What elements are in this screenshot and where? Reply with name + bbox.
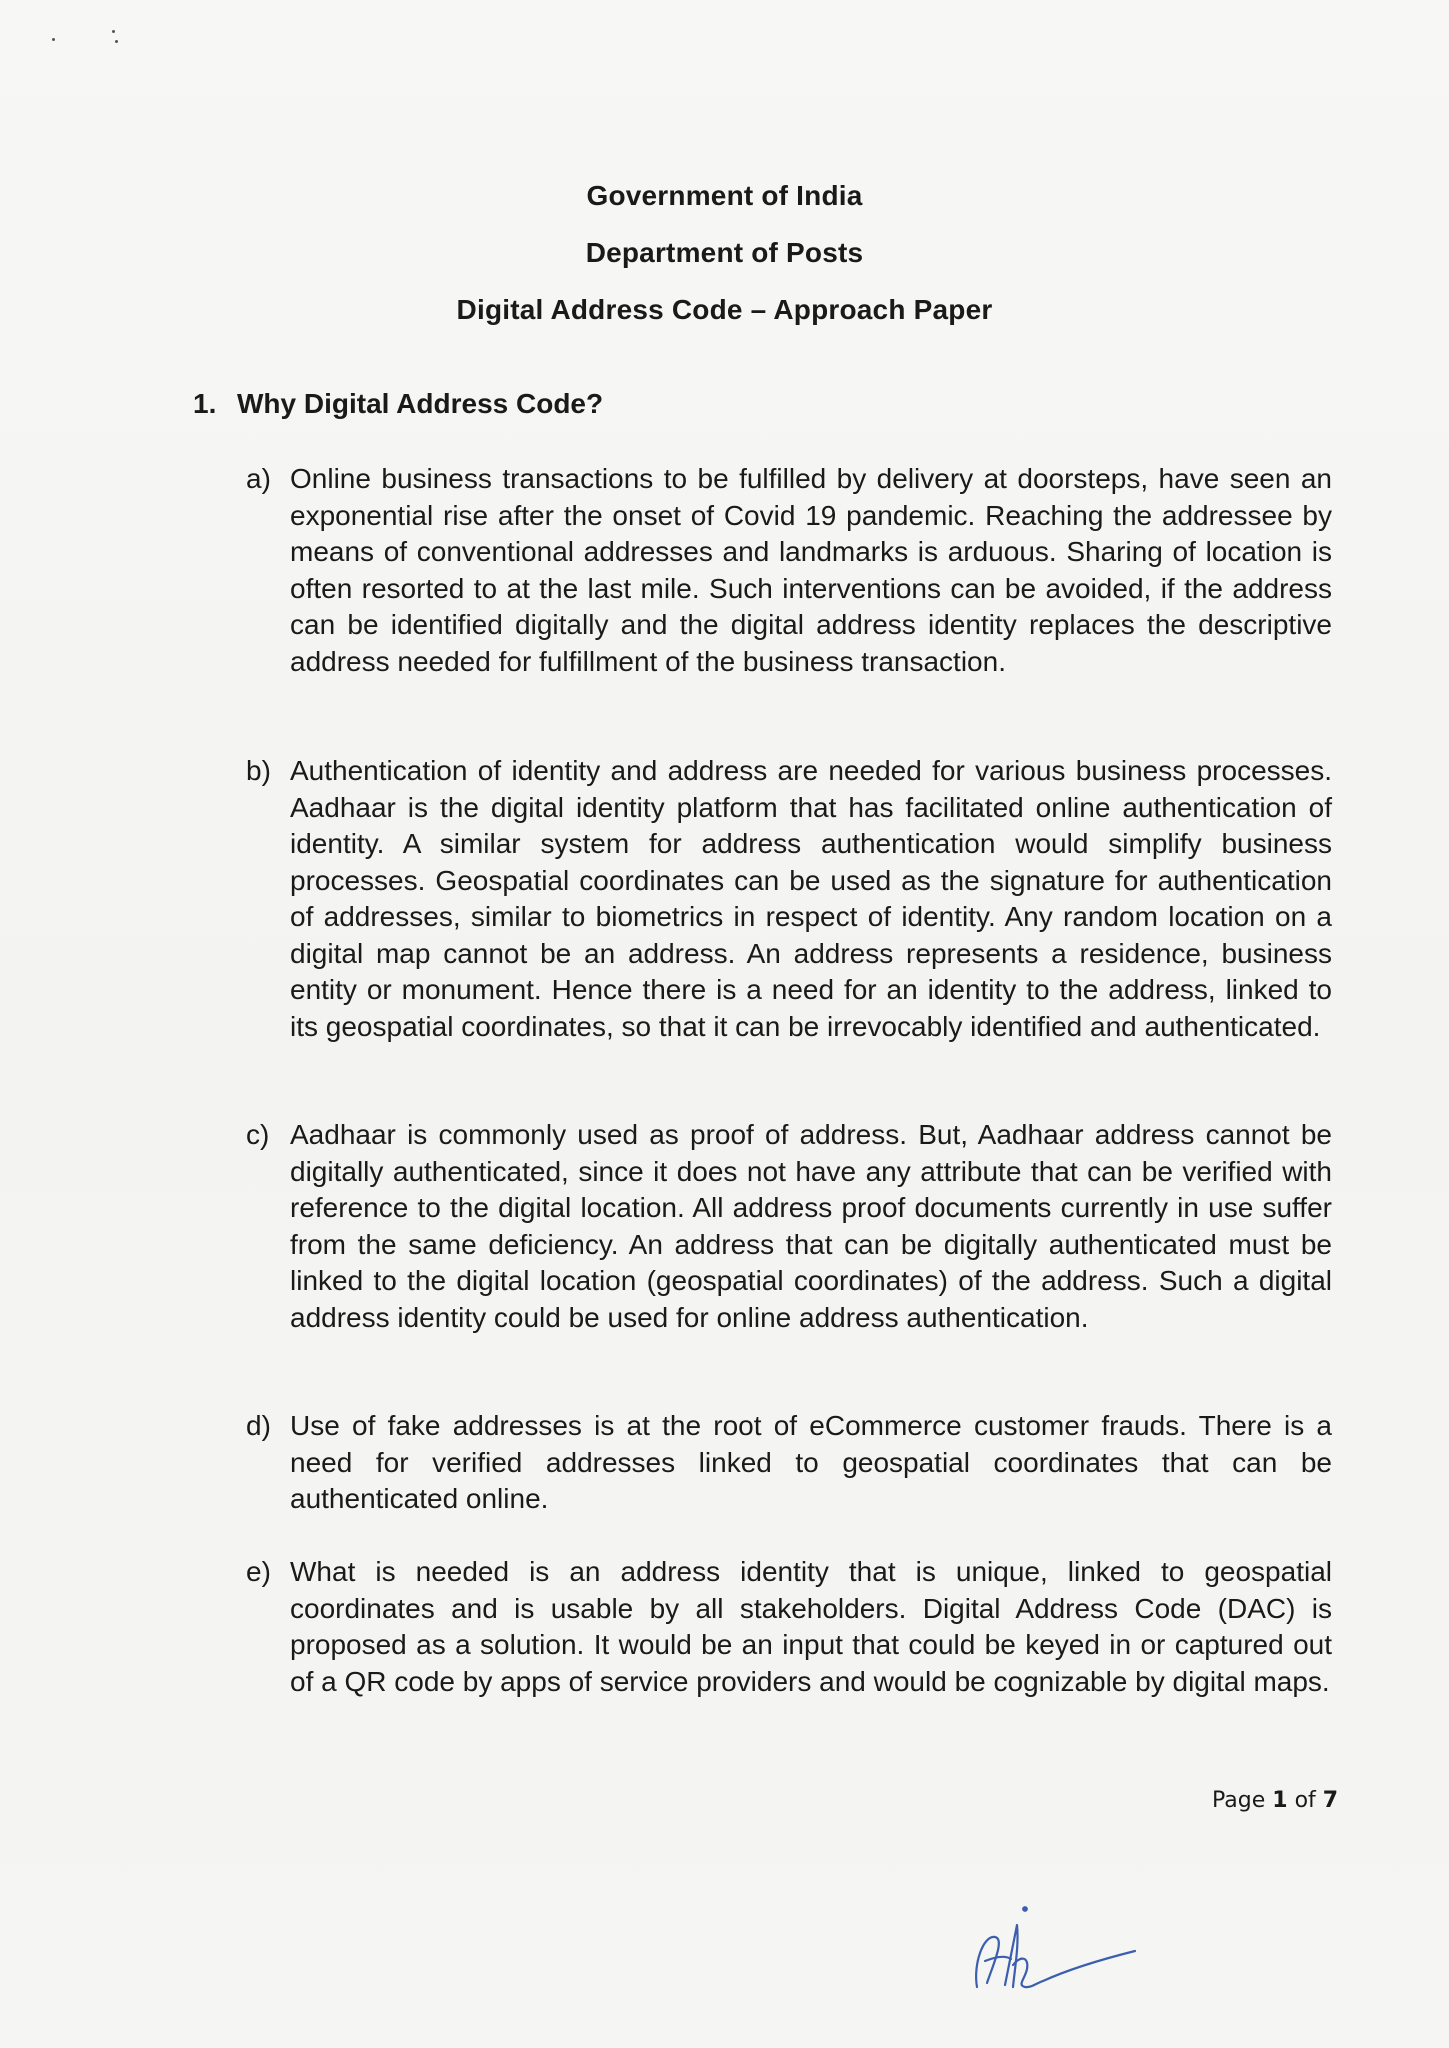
section-heading bbox=[193, 388, 603, 420]
page-number bbox=[1212, 1788, 1338, 1813]
list-item-marker: d) bbox=[246, 1410, 271, 1441]
handwritten-signature bbox=[965, 1895, 1145, 2005]
header-department: Department of Posts bbox=[585, 237, 864, 268]
list-item-text: What is needed is an address identity that is unique, linked to geospatial coordinates and is usable by all stakeholders. Digital Address Code (DAC) is proposed as a solution. It would be an input that could be keyed in or captured out of a QR code by apps of service providers and would be cognizable by digital maps. bbox=[290, 1556, 1332, 1697]
list-item-marker: b) bbox=[246, 755, 271, 786]
list-item-text: Use of fake addresses is at the root of eCommerce customer frauds. There is a need for verified addresses linked to geospatial coordinates that can be authenticated online. bbox=[290, 1410, 1332, 1514]
page-label: Page bbox=[1212, 1788, 1266, 1813]
page-total: 7 bbox=[1322, 1788, 1339, 1813]
scan-speck bbox=[112, 30, 115, 33]
list-item-text: Authentication of identity and address are needed for various business processes. Aadhaar is the digital identity platform that has facilitated online authentication of identity. A similar system for address authentication would simplify business processes. Geospatial coordinates can be used as the signature for authentication of addresses, similar to biometrics in respect of identity. Any random location on a digital map cannot be an address. An address represents a residence, business entity or monument. Hence there is a need for an identity to the address, linked to its geospatial coordinates, so that it can be irrevocably identified and authenticated. bbox=[290, 755, 1332, 1042]
section-title: Why Digital Address Code? bbox=[237, 388, 604, 419]
document-title: Digital Address Code – Approach Paper bbox=[456, 294, 993, 325]
list-item-marker: a) bbox=[246, 463, 271, 494]
list-item-marker: e) bbox=[246, 1556, 271, 1587]
section-number: 1. bbox=[193, 388, 217, 419]
list-item-text: Online business transactions to be fulfilled by delivery at doorsteps, have seen an exponential rise after the onset of Covid 19 pandemic. Reaching the addressee by means of conventional addresses and landmarks is arduous. Sharing of location is often resorted to at the last mile. Such interventions can be avoided, if the address can be identified digitally and the digital address identity replaces the descriptive address needed for fulfillment of the business transaction. bbox=[290, 463, 1332, 677]
page-of: of bbox=[1294, 1788, 1316, 1813]
scan-speck bbox=[115, 40, 118, 43]
list-item-text: Aadhaar is commonly used as proof of address. But, Aadhaar address cannot be digitally authenticated, since it does not have any attribute that can be verified with reference to the digital location. All address proof documents currently in use suffer from the same deficiency. An address that can be digitally authenticated must be linked to the digital location (geospatial coordinates) of the address. Such a digital address identity could be used for online address authentication. bbox=[290, 1119, 1332, 1333]
list-item-marker: c) bbox=[246, 1119, 270, 1150]
page-current: 1 bbox=[1272, 1788, 1288, 1813]
scan-speck bbox=[52, 38, 55, 41]
header-government: Government of India bbox=[586, 180, 863, 211]
